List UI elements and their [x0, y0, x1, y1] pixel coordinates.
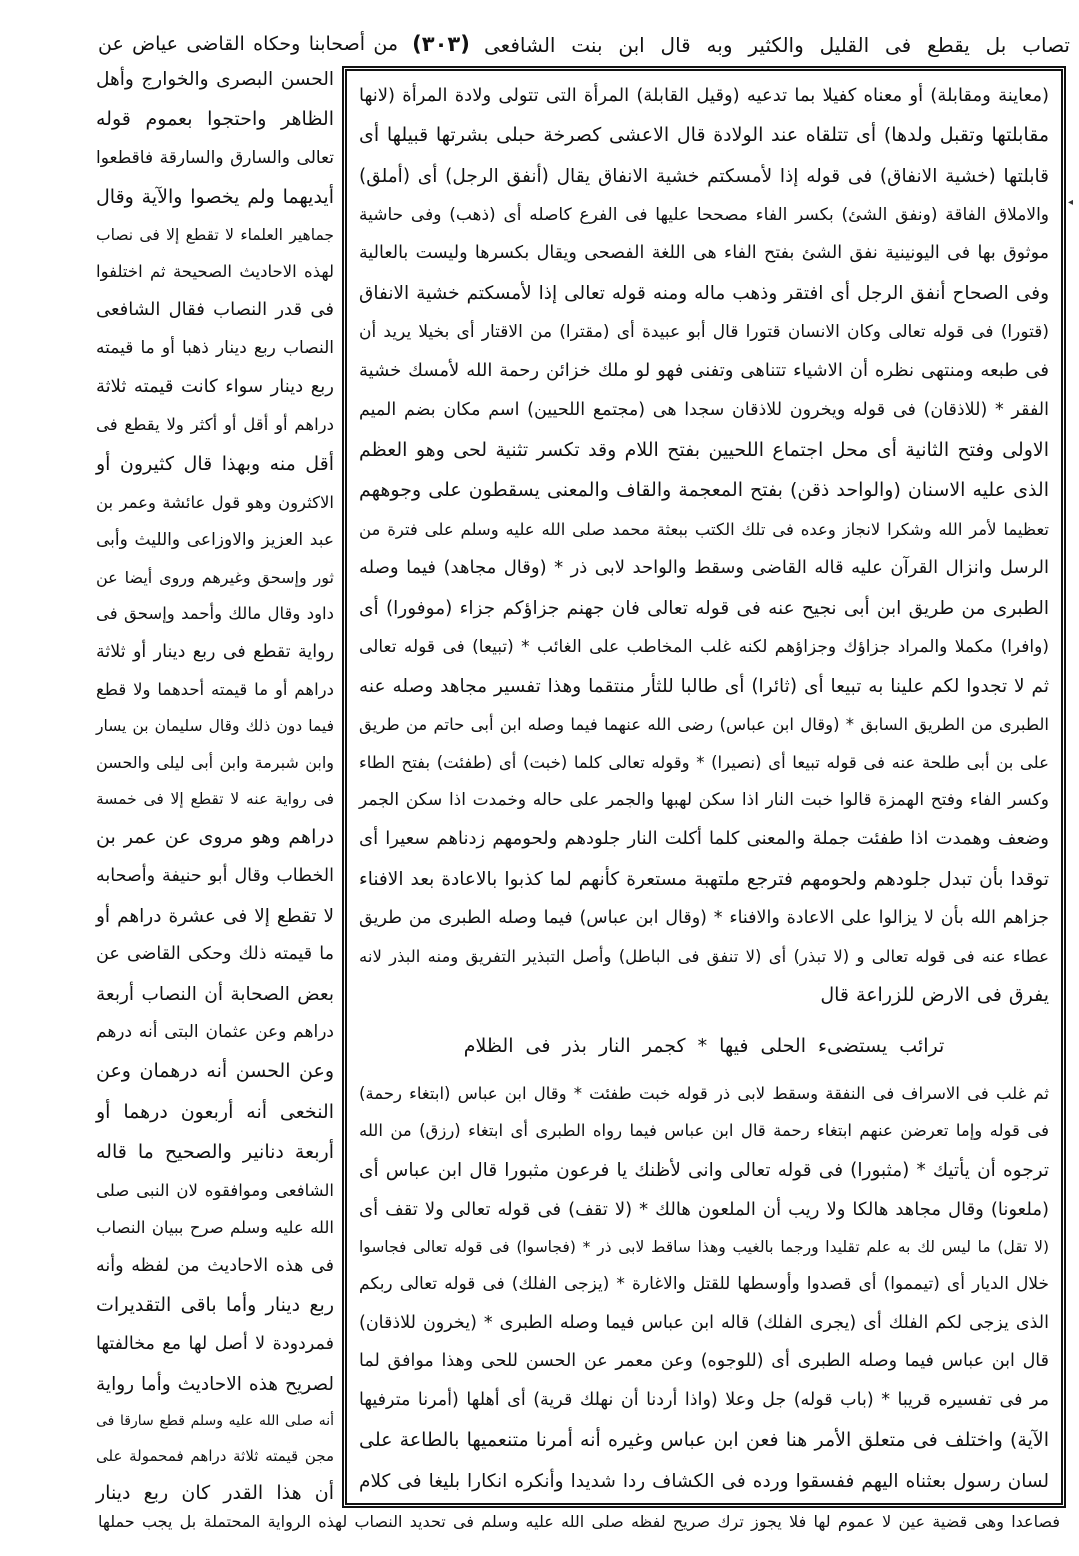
- margin-line: أقل منه وبهذا قال كثيرون أو: [96, 452, 334, 475]
- margin-line: بعض الصحابة أن النصاب أربعة: [96, 983, 334, 1005]
- header-text-right: تصاب بل يقطع فى القليل والكثير وبه قال ابن بنت الشافعى: [484, 32, 1070, 57]
- main-text-line: مر فى تفسيره قريبا * (باب قوله) جل وعلا (واذا أردنا أن نهلك قرية) أى أهلها (أمرنا مترفيها: [359, 1390, 1049, 1411]
- margin-line: الشافعى وموافقوه لان النبى صلى: [96, 1181, 334, 1201]
- margin-line: فيما دون ذلك وقال سليمان بن يسار: [96, 717, 334, 736]
- margin-line: دراهم وهو مروى عن عمر بن: [96, 825, 334, 848]
- main-text-line: يفرق فى الارض للزراعة قال: [820, 984, 1049, 1007]
- footer-line: فصاعدا وهى قضية عين لا عموم لها فلا يجوز ترك صريح لفظه صلى الله عليه وسلم فى تحديد النصاب لهذه الرواية المحتملة بل يجب حملها: [98, 1512, 1060, 1531]
- page-header: [98, 26, 1070, 64]
- margin-line: تعالى والسارق والسارقة فاقطعوا: [96, 148, 334, 169]
- margin-line: دراهم أو ما قيمته أحدهما ولا قطع: [96, 680, 334, 700]
- margin-line: رواية تقطع فى ربع دينار أو ثلاثة: [96, 641, 334, 662]
- margin-line: النخعى أنه أربعون درهما أو: [96, 1100, 334, 1123]
- margin-line: فى قدر النصاب فقال الشافعى: [96, 299, 334, 321]
- triangle-left-icon: ◂: [1068, 197, 1074, 208]
- main-text-line: موثوق بها فى اليونينية نفق الشئ بفتح الفاء هى اللغة الفصحى ويقال بكسرها وليست بالعالية: [359, 243, 1049, 264]
- margin-line: لا تقطع إلا فى عشرة دراهم أو: [96, 905, 334, 927]
- main-text-line: (معاينة ومقابلة) أو معناه كفيلا بما تدعيه (وقيل القابلة) المرأة التى تتولى ولادة المرأة (لانها: [359, 85, 1049, 106]
- margin-line: ما قيمته ذلك وحكى القاضى عن: [96, 944, 334, 965]
- margin-line: ثور وإسحق وغيرهم وروى أيضا عن: [96, 567, 334, 587]
- main-text-line: وفى الصحاح أنفق الرجل أى افتقر وذهب ماله ومنه قوله تعالى إذا لأمسكتم خشية الانفاق: [359, 283, 1049, 305]
- margin-line: الظاهر واحتجوا بعموم قوله: [96, 107, 334, 130]
- main-text-line: جزاهم الله بأن لا يزالوا على الاعادة والافناء * (وقال ابن عباس) فيما وصله الطبرى من طريق: [359, 907, 1049, 928]
- margin-line: أن هذا القدر كان ربع دينار: [96, 1482, 334, 1505]
- margin-line: جماهير العلماء لا تقطع إلا فى نصاب: [96, 226, 334, 245]
- main-text-line: ثم لا تجدوا لكم علينا به تبيعا أى (ثائرا) أى طالبا للثأر منتقما وهذا تفسير مجاهد وصله عنه: [359, 676, 1049, 698]
- main-text-line: عطاء عنه فى قوله تعالى و (لا تبذر) أى (لا تنفق فى الباطل) وأصل التبذير التفريق ومنه البذر لانه: [359, 946, 1049, 966]
- main-text-line: قال ابن عباس فيما وصله الطبرى أى (للوجوه) وعن معمر عن الحسن للحى وهذا موافق لما: [359, 1351, 1049, 1372]
- margin-line: ربع دينار وأما باقى التقديرات: [96, 1294, 334, 1317]
- main-text-line: ثم غلب فى الاسراف فى النفقة وسقط لابى ذر قوله خبت طفئت * وقال ابن عباس (ابتغاء رحمة): [359, 1083, 1049, 1103]
- main-text-line: الآية) واختلف فى متعلق الأمر هنا فعن ابن عباس وغيره أنه أمرنا متنعميها بالطاعة على: [359, 1428, 1049, 1451]
- main-text-line: فى طبعه ومنتهى نظره أن الاشياء تتناهى وتفنى فهو لو ملك خزائن رحمة الله لأمسك خشية: [359, 360, 1049, 382]
- margin-line: النصاب ربع دينار ذهبا أو ما قيمته: [96, 338, 334, 359]
- margin-line: أربعة دنانير والصحيح ما قاله: [96, 1140, 334, 1163]
- margin-line: وابن شبرمة وابن أبى ليلى والحسن: [96, 753, 334, 773]
- poem-verse: ترائب يستضىء الحلى فيها * كجمر النار بذر فى الظلام: [463, 1034, 945, 1057]
- main-text-line: (قتورا) فى قوله تعالى وكان الانسان قتورا قال أبو عبيدة أى (مقترا) من الاقتار أى بخيلا يريد أن: [359, 322, 1049, 343]
- main-text-line: توقدا بأن تبدل جلودهم ولحومهم فترجع ملتهبة مستعرة كأنهم لما كذبوا بالاعادة بعد الافناء: [359, 868, 1049, 890]
- margin-line: الحسن البصرى والخوارج وأهل: [96, 69, 334, 90]
- margin-line: لصريح هذه الاحاديث وأما رواية: [96, 1373, 334, 1395]
- main-text-line: (وافرا) مكملا والمراد جزاؤك وجزاؤهم لكنه غلب المخاطب على الغائب * (تبيعا) فى قوله تعالى: [359, 636, 1049, 657]
- main-text-line: (لا تقل) ما ليس لك به علم تقليدا ورجما بالغيب وهذا ساقط لابى ذر * (فجاسوا) فى قوله تعالى فجاسوا: [359, 1238, 1049, 1257]
- main-text-line: مقابلتها وتقبل ولدها) أى تتلقاه عند الولادة قال الاعشى كصرخة حبلى بشرتها قبيلها أى: [359, 124, 1049, 147]
- page-number: (٣٠٣): [412, 32, 470, 57]
- main-text-line: الذى يزجى لكم الفلك أى (يجرى الفلك) قاله ابن عباس فيما وصله الطبرى * (يخرون للاذقان): [359, 1312, 1049, 1333]
- main-text-body: [359, 85, 1049, 1493]
- main-text-line: فى قوله وإما تعرضن عنهم ابتغاء رحمة قال ابن عباس فيما رواه الطبرى أى ابتغاء (رزق) من الله: [359, 1121, 1049, 1141]
- margin-line: فمردودة لا أصل لها مع مخالفتها: [96, 1334, 334, 1355]
- main-text-line: لسان رسول بعثناه اليهم ففسقوا ورده فى الكشاف ردا شديدا وأنكره انكارا بليغا فى كلام: [359, 1470, 1049, 1492]
- margin-line: الاكثرون وهو قول عائشة وعمر بن: [96, 492, 334, 512]
- main-text-box: [342, 66, 1066, 1508]
- margin-line: عبد العزيز والاوزاعى والليث وأبى: [96, 530, 334, 551]
- main-text-line: خلال الديار أى (تيمموا) أى قصدوا وأوسطها للقتل والاغارة * (يزجى الفلك) فى قوله تعالى ربكم: [359, 1274, 1049, 1295]
- margin-line: أنه صلى الله عليه وسلم قطع سارقا فى: [96, 1412, 334, 1429]
- main-text-line: وضعف وهمدت اذا طفئت جملة والمعنى كلما أكلت النار جلودهم ولحومهم زدناهم سعيرا أى: [359, 828, 1049, 850]
- margin-line: لهذه الاحاديث الصحيحة ثم اختلفوا: [96, 262, 334, 282]
- margin-line: الله عليه وسلم صرح ببيان النصاب: [96, 1218, 334, 1238]
- margin-line: وعن الحسن أنه درهمان وعن: [96, 1060, 334, 1083]
- margin-line: أيديهما ولم يخصوا والآية وقال: [96, 185, 334, 208]
- margin-line: الخطاب وقال أبو حنيفة وأصحابه: [96, 866, 334, 887]
- main-text-line: الطبرى من طريق ابن أبى نجيح عنه فى قوله تعالى فان جهنم جزاؤكم جزاء (موفورا) أى: [359, 597, 1049, 619]
- main-text-line: على بن أبى طلحة عنه فى قوله تبيعا أى (نصيرا) * وقوله تعالى كلما (خبت) أى (طفئت) بفتح الطاء: [359, 752, 1049, 772]
- main-text-line: الفقر * (للاذقان) فى قوله ويخرون للاذقان سجدا هى (مجتمع اللحيين) اسم مكان بضم الميم: [359, 399, 1049, 420]
- margin-line: فى رواية عنه لا تقطع إلا فى خمسة: [96, 789, 334, 808]
- main-text-line: (ملعونا) وقال مجاهد هالكا ولا ريب أن الملعون هالك * (لا تقف) فى قوله تعالى ولا تقف أى: [359, 1198, 1049, 1220]
- main-text-line: تعظيما لأمر الله وشكرا لانجاز وعده فى تلك الكتب ببعثة محمد صلى الله عليه وسلم على فترة من: [359, 519, 1049, 539]
- main-text-line: الرسل وانزال القرآن عليه قاله القاضى وسقط والواحد لابى ذر * (وقال مجاهد) فيما وصله: [359, 557, 1049, 579]
- margin-line: داود وقال مالك وأحمد وإسحق فى: [96, 604, 334, 624]
- main-text-line: الاولى وفتح الثانية أى محل اجتماع اللحيين بفتح اللام وقد تكسر تثنية لحى وهو العظم: [359, 438, 1049, 461]
- main-text-line: والاملاق الفاقة (ونفق الشئ) بكسر الفاء مصححا عليها فى الفرع كاصله أى (ذهب) وفى حاشية: [359, 205, 1049, 226]
- margin-line: مجن قيمته ثلاثة دراهم فمحمولة على: [96, 1446, 334, 1465]
- header-text-left: من أصحابنا وحكاه القاضى عياض عن: [98, 33, 398, 56]
- margin-line: دراهم وعن عثمان البتى أنه درهم: [96, 1022, 334, 1043]
- main-text-line: الطبرى من الطريق السابق * (وقال ابن عباس) رضى الله عنهما فيما وصله ابن أبى حاتم من طريق: [359, 715, 1049, 735]
- main-text-line: وكسر الفاء وفتح الهمزة قالوا خبت النار اذا سكن لهبها والجمر على حاله وخمدت اذا سكن الجمر: [359, 790, 1049, 811]
- main-text-line: قابلتها (خشية الانفاق) فى قوله إذا لأمسكتم خشية الانفاق يقال (أنفق الرجل) أى (أملق): [359, 166, 1049, 188]
- margin-commentary-column: [96, 68, 334, 1506]
- main-text-line: الذى عليه الاسنان (والواحد ذقن) بفتح المعجمة والقاف والمعنى يسقطون على وجوههم: [359, 479, 1049, 502]
- margin-line: ربع دينار سواء كانت قيمته ثلاثة: [96, 376, 334, 398]
- margin-line: فى هذه الاحاديث من لفظه وأنه: [96, 1255, 334, 1276]
- margin-line: دراهم أو أقل أو أكثر ولا يقطع فى: [96, 415, 334, 435]
- main-text-line: ترجوه أن يأتيك * (مثبورا) فى قوله تعالى وانى لأظنك يا فرعون مثبورا قال ابن عباس أى: [359, 1159, 1049, 1181]
